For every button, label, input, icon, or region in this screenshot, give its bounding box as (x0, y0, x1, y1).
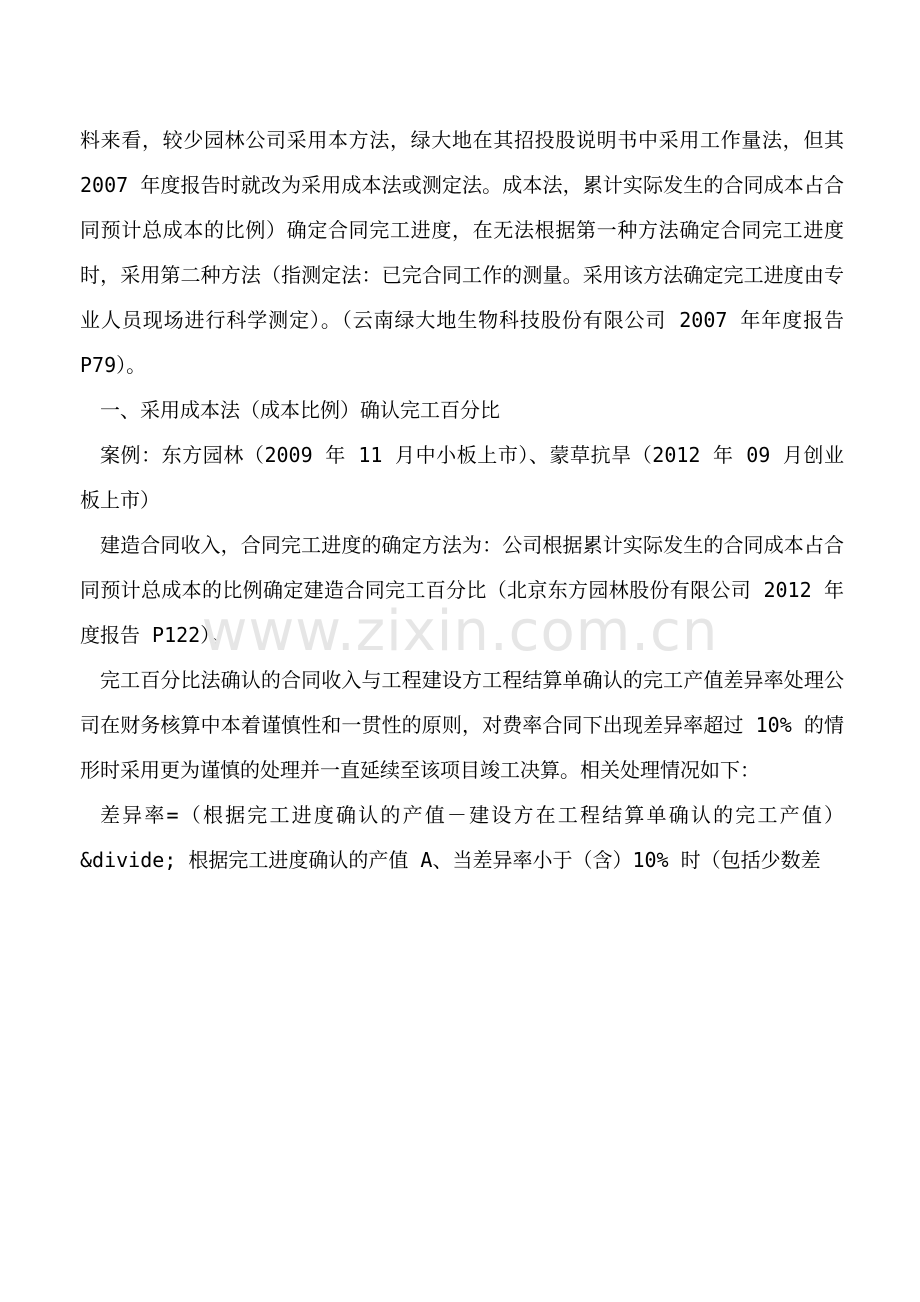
paragraph-contract-revenue: 建造合同收入，合同完工进度的确定方法为：公司根据累计实际发生的合同成本占合同预计总成本的比例确定建造合同完工百分比（北京东方园林股份有限公司 2012 年度报告 P122）。 (80, 533, 844, 647)
paragraph-case: 案例：东方园林（2009 年 11 月中小板上市）、蒙草抗旱（2012 年 09 月创业板上市） (80, 443, 844, 512)
section-heading: 一、采用成本法（成本比例）确认完工百分比 (100, 398, 500, 422)
paragraph-difference-rate: 完工百分比法确认的合同收入与工程建设方工程结算单确认的完工产值差异率处理公司在财务核算中本着谨慎性和一贯性的原则，对费率合同下出现差异率超过 10% 的情形时采用更为谨慎的处理并一直延续至该项目竣工决算。相关处理情况如下： (80, 668, 844, 782)
paragraph-continuation: 料来看，较少园林公司采用本方法，绿大地在其招投股说明书中采用工作量法，但其 2007 年度报告时就改为采用成本法或测定法。成本法，累计实际发生的合同成本占合同预计总成本的比例）确定合同完工进度，在无法根据第一种方法确定合同完工进度时，采用第二种方法（指测定法：已完合同工作的测量。采用该方法确定完工进度由专业人员现场进行科学测定）。（云南绿大地生物科技股份有限公司 2007 年年度报告 P79）。 (80, 128, 844, 377)
watermark: www.zixin.com.cn (201, 599, 719, 664)
paragraph-formula: 差异率=（根据完工进度确认的产值－建设方在工程结算单确认的完工产值）&divide; 根据完工进度确认的产值 A、当差异率小于（含）10% 时（包括少数差 (80, 803, 844, 872)
document-body (80, 118, 844, 883)
